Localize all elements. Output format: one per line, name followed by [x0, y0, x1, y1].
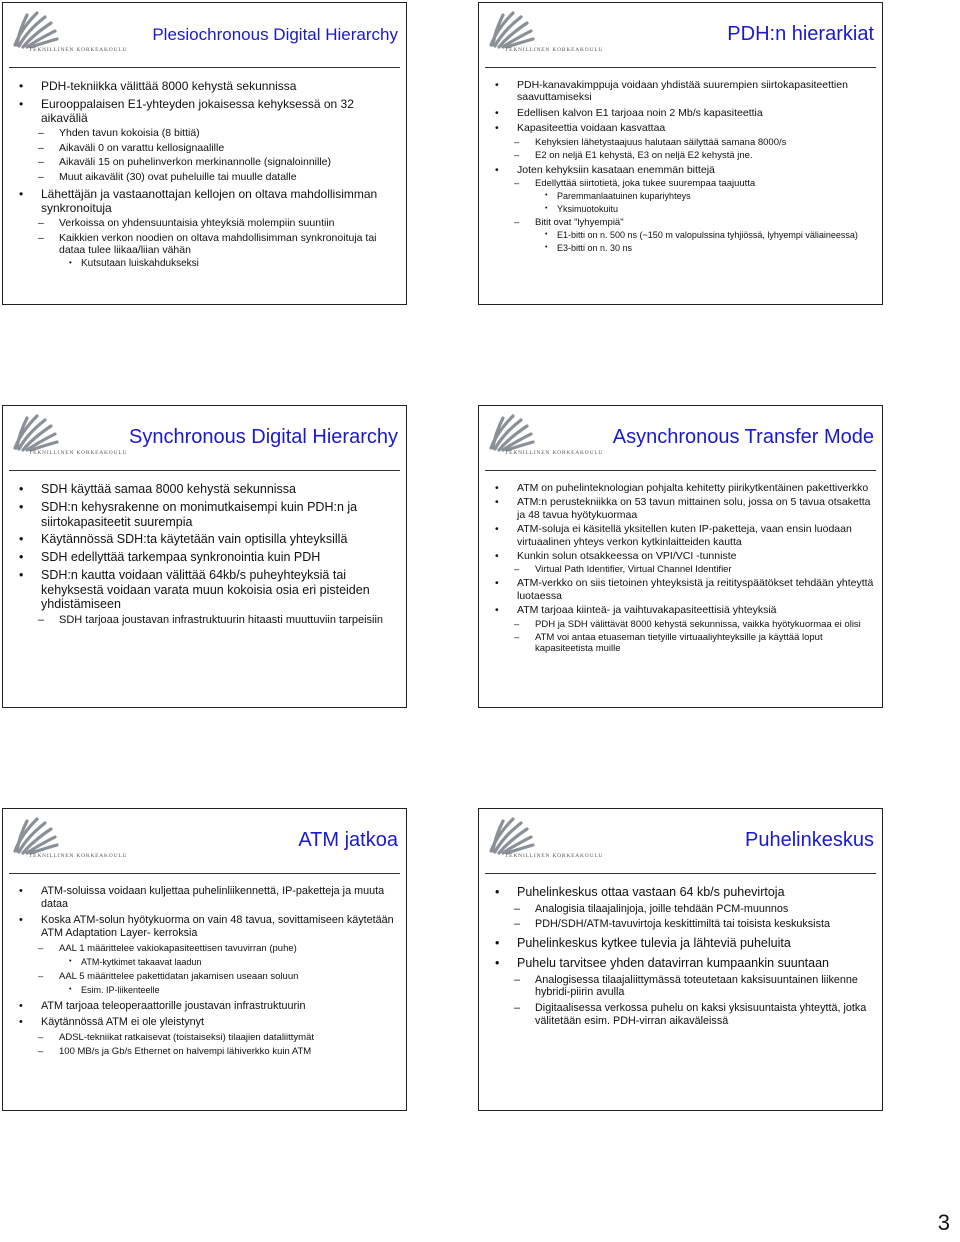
- bullet-item-level-3: [495, 243, 874, 254]
- bullet-dot-icon: •: [495, 549, 499, 562]
- bullet-dot-icon: •: [495, 122, 499, 135]
- bullet-text: Digitaalisessa verkossa puhelu on kaksi yksisuuntaista yhteyttä, jotka välitetään esim. PDH-virran aikaväleissä: [535, 1002, 867, 1027]
- bullet-dot-icon: •: [495, 523, 499, 536]
- bullet-dot-icon: •: [19, 914, 23, 927]
- bullet-item-level-3: [495, 191, 874, 202]
- bullet-dot-icon: •: [495, 885, 500, 899]
- bullet-dash-icon: –: [38, 217, 44, 230]
- bullet-small-dot-icon: •: [69, 956, 72, 966]
- bullet-dash-icon: –: [38, 1046, 44, 1058]
- header-divider: [485, 67, 876, 68]
- bullet-dot-icon: •: [495, 604, 499, 617]
- bullet-dot-icon: •: [19, 482, 24, 496]
- bullet-item-level-2: [19, 156, 398, 168]
- bullet-item-level-1: [495, 936, 874, 951]
- slide-body: [19, 482, 398, 627]
- slide-plesiochronous: [2, 2, 407, 305]
- bullet-small-dot-icon: •: [69, 983, 72, 993]
- bullet-text: AAL 5 määrittelee pakettidatan jakamisen useaan soluun: [59, 970, 299, 982]
- bullet-item-level-1: [19, 482, 398, 497]
- bullet-dash-icon: –: [514, 973, 521, 986]
- bullet-item-level-1: [19, 97, 398, 125]
- university-logo-icon: [11, 815, 131, 867]
- header-divider: [485, 873, 876, 874]
- bullet-dot-icon: •: [19, 1016, 23, 1029]
- bullet-dot-icon: •: [495, 163, 499, 176]
- bullet-dot-icon: •: [495, 577, 499, 590]
- bullet-text: ADSL-tekniikat ratkaisevat (toistaiseksi) tilaajien dataliittymät: [59, 1032, 315, 1044]
- bullet-dash-icon: –: [514, 564, 520, 576]
- logo-text: TEKNILLINEN KORKEAKOULU: [29, 450, 128, 456]
- bullet-dot-icon: •: [495, 936, 500, 951]
- slide-header: [3, 809, 406, 873]
- bullet-item-level-2: [19, 1046, 398, 1057]
- bullet-text: SDH:n kautta voidaan välittää 64kb/s puheyhteyksiä tai kehyksestä voidaan varata muun kokoisia osia eri pisteiden yhdistämiseen: [41, 567, 370, 612]
- bullet-text: SDH edellyttää tarkempaa synkronointia kuin PDH: [41, 550, 321, 564]
- slide-title: Plesiochronous Digital Hierarchy: [152, 25, 398, 44]
- bullet-text: Aikaväli 15 on puhelinverkon merkinannolle (signaloinnille): [59, 156, 331, 169]
- bullet-dot-icon: •: [19, 885, 23, 897]
- logo-text: TEKNILLINEN KORKEAKOULU: [505, 450, 604, 456]
- bullet-dot-icon: •: [495, 482, 499, 494]
- bullet-dash-icon: –: [514, 902, 521, 915]
- slide-title: PDH:n hierarkiat: [727, 23, 874, 45]
- bullet-text: Lähettäjän ja vastaanottajan kellojen on oltava mahdollisimman synkronoituja: [41, 186, 378, 216]
- bullet-text: ATM-soluja ei käsitellä yksitellen kuten IP-paketteja, vaan ensin luodaan virtuaalinen yhteys verkon kytkinlaitteiden kautta: [517, 523, 852, 548]
- bullet-item-level-2: [19, 142, 398, 154]
- slide-body: [495, 79, 874, 253]
- bullet-item-level-1: [495, 885, 874, 900]
- university-logo-icon: [487, 815, 607, 867]
- header-divider: [9, 67, 400, 68]
- bullet-dash-icon: –: [38, 970, 44, 982]
- bullet-item-level-1: [19, 532, 398, 547]
- bullet-text: PDH/SDH/ATM-tavuvirtoja keskittimiltä tai toisista keskuksista: [535, 918, 830, 931]
- slide-title: Synchronous Digital Hierarchy: [128, 426, 398, 448]
- bullet-text: Puhelu tarvitsee yhden datavirran kumpaankin suuntaan: [517, 955, 830, 970]
- bullet-item-level-2: [19, 614, 398, 627]
- bullet-text: Yhden tavun kokoisia (8 bittiä): [59, 127, 200, 140]
- bullet-item-level-2: [19, 217, 398, 229]
- bullet-small-dot-icon: •: [545, 203, 548, 213]
- bullet-text: Kaikkien verkon noodien on oltava mahdollisimman synkronoituja tai dataa tulee liikaa/liian vähän: [59, 231, 377, 257]
- bullet-item-level-1: [19, 79, 398, 93]
- bullet-text: Verkoissa on yhdensuuntaisia yhteyksiä molempiin suuntiin: [59, 217, 335, 230]
- bullet-dash-icon: –: [514, 1002, 521, 1015]
- bullet-dot-icon: •: [495, 955, 500, 970]
- bullet-text: Virtual Path Identifier, Virtual Channel Identifier: [535, 564, 732, 576]
- slide-atm: [478, 405, 883, 708]
- bullet-item-level-3: [19, 258, 398, 270]
- bullet-dash-icon: –: [38, 170, 44, 183]
- bullet-text: Esim. IP-liikenteelle: [81, 984, 160, 995]
- bullet-item-level-1: [19, 500, 398, 530]
- bullet-item-level-1: [495, 164, 874, 176]
- bullet-text: ATM-soluissa voidaan kuljettaa puhelinliikennettä, IP-paketteja ja muuta dataa: [41, 885, 385, 910]
- bullet-item-level-2: [495, 903, 874, 916]
- bullet-text: ATM on puhelinteknologian pohjalta kehitetty piirikytkentäinen pakettiverkko: [517, 482, 869, 494]
- bullet-text: SDH tarjoaa joustavan infrastruktuurin hitaasti muuttuviin tarpeisiin: [59, 614, 384, 626]
- logo-text: TEKNILLINEN KORKEAKOULU: [29, 853, 128, 859]
- bullet-item-level-1: [495, 956, 874, 971]
- bullet-text: ATM tarjoaa kiinteä- ja vaihtuvakapasiteettisiä yhteyksiä: [517, 604, 777, 617]
- bullet-text: Puhelinkeskus ottaa vastaan 64 kb/s puhevirtoja: [517, 885, 785, 899]
- bullet-item-level-2: [495, 178, 874, 189]
- university-logo-icon: [11, 9, 131, 61]
- bullet-item-level-1: [19, 568, 398, 612]
- bullet-item-level-1: [495, 107, 874, 119]
- bullet-text: ATM:n perustekniikka on 53 tavun mittainen solu, jossa on 5 tavua otsaketta ja 48 tavua hyötykuormaa: [517, 496, 871, 521]
- bullet-text: Käytännössä SDH:ta käytetään vain optisilla yhteyksillä: [41, 532, 348, 547]
- slide-title: Puhelinkeskus: [745, 829, 874, 851]
- slide-body: [495, 885, 874, 1028]
- bullet-text: PDH-tekniikka välittää 8000 kehystä sekunnissa: [41, 79, 297, 93]
- bullet-text: SDH käyttää samaa 8000 kehystä sekunnissa: [41, 482, 296, 496]
- bullet-dash-icon: –: [514, 918, 521, 931]
- bullet-dash-icon: –: [38, 614, 45, 626]
- bullet-dash-icon: –: [514, 631, 520, 643]
- bullet-item-level-1: [19, 187, 398, 215]
- bullet-dash-icon: –: [38, 942, 44, 954]
- bullet-text: Bitit ovat "lyhyempiä": [535, 216, 624, 228]
- bullet-text: PDH ja SDH välittävät 8000 kehystä sekunnissa, vaikka hyötykuormaa ei olisi: [535, 618, 861, 630]
- bullet-item-level-2: [495, 1002, 874, 1027]
- bullet-dash-icon: –: [514, 149, 520, 161]
- slide-header: [479, 809, 882, 873]
- bullet-text: Edellisen kalvon E1 tarjoaa noin 2 Mb/s kapasiteettia: [517, 106, 763, 119]
- slide-atm-jatkoa: [2, 808, 407, 1111]
- slide-body: [19, 79, 398, 270]
- bullet-text: Paremmanlaatuinen kupariyhteys: [557, 191, 691, 202]
- bullet-text: ATM-kytkimet takaavat laadun: [81, 957, 202, 968]
- university-logo-icon: [11, 412, 131, 464]
- bullet-text: Kutsutaan luiskahdukseksi: [81, 258, 199, 270]
- logo-text: TEKNILLINEN KORKEAKOULU: [29, 47, 128, 53]
- bullet-dash-icon: –: [514, 136, 520, 148]
- bullet-text: AAL 1 määrittelee vakiokapasiteettisen tavuvirran (puhe): [59, 942, 297, 954]
- slide-synchronous: [2, 405, 407, 708]
- bullet-dot-icon: •: [495, 496, 499, 509]
- header-divider: [9, 873, 400, 874]
- bullet-text: ATM-verkko on siis tietoinen yhteyksistä ja reitityspäätökset tehdään yhteyttä luotaessa: [517, 577, 874, 602]
- bullet-dash-icon: –: [38, 231, 44, 244]
- bullet-dot-icon: •: [495, 79, 499, 91]
- bullet-dot-icon: •: [19, 532, 24, 547]
- bullet-text: Analogisessa tilaajaliittymässä toteutetaan kaksisuuntainen liikenne hybridi-piirin avulla: [535, 973, 858, 999]
- bullet-text: E1-bitti on n. 500 ns (~150 m valopulssina tyhjiössä, lyhyempi väliaineessa): [557, 229, 858, 240]
- bullet-text: PDH-kanavakimppuja voidaan yhdistää suurempien siirtokapasiteettien saavuttamiseksi: [517, 79, 848, 104]
- bullet-dot-icon: •: [19, 79, 24, 93]
- bullet-dash-icon: –: [514, 618, 520, 630]
- bullet-item-level-2: [495, 564, 874, 575]
- bullet-text: Analogisia tilaajalinjoja, joille tehdään PCM-muunnos: [535, 902, 789, 915]
- bullet-item-level-3: [19, 985, 398, 996]
- bullet-dash-icon: –: [38, 156, 44, 169]
- slide-header: [479, 406, 882, 470]
- slide-header: [479, 3, 882, 67]
- bullet-small-dot-icon: •: [545, 241, 548, 251]
- bullet-item-level-1: [495, 122, 874, 134]
- bullet-item-level-1: [495, 79, 874, 104]
- bullet-dot-icon: •: [495, 106, 499, 119]
- bullet-item-level-2: [19, 943, 398, 954]
- header-divider: [485, 470, 876, 471]
- bullet-text: SDH:n kehysrakenne on monimutkaisempi kuin PDH:n ja siirtokapasiteetit suurempia: [41, 499, 358, 529]
- logo-text: TEKNILLINEN KORKEAKOULU: [505, 47, 604, 53]
- bullet-dot-icon: •: [19, 499, 24, 514]
- logo-text: TEKNILLINEN KORKEAKOULU: [505, 853, 604, 859]
- bullet-small-dot-icon: •: [69, 258, 72, 268]
- bullet-text: Yksimuotokuitu: [557, 204, 619, 215]
- bullet-text: Puhelinkeskus kytkee tulevia ja lähteviä puheluita: [517, 936, 791, 951]
- bullet-item-level-2: [495, 150, 874, 161]
- bullet-small-dot-icon: •: [545, 190, 548, 200]
- bullet-item-level-1: [495, 604, 874, 616]
- bullet-dot-icon: •: [19, 567, 24, 582]
- university-logo-icon: [487, 412, 607, 464]
- slide-body: [19, 885, 398, 1057]
- slide-title: ATM jatkoa: [298, 829, 398, 851]
- bullet-item-level-2: [495, 632, 874, 654]
- bullet-text: Edellyttää siirtotietä, joka tukee suurempaa taajuutta: [535, 178, 756, 190]
- bullet-item-level-1: [495, 577, 874, 602]
- bullet-item-level-1: [495, 482, 874, 494]
- bullet-text: Koska ATM-solun hyötykuorma on vain 48 tavua, sovittamiseen käytetään ATM Adaptation Layer- kerroksia: [41, 914, 394, 940]
- bullet-item-level-2: [19, 1032, 398, 1043]
- bullet-dot-icon: •: [19, 97, 24, 112]
- bullet-item-level-1: [19, 885, 398, 910]
- slide-header: [3, 3, 406, 67]
- bullet-item-level-1: [19, 1000, 398, 1013]
- bullet-item-level-3: [495, 230, 874, 241]
- bullet-small-dot-icon: •: [545, 228, 548, 238]
- slide-pdh-hierarkiat: [478, 2, 883, 305]
- slide-title: Asynchronous Transfer Mode: [612, 426, 874, 448]
- bullet-item-level-1: [19, 1016, 398, 1029]
- bullet-text: E2 on neljä E1 kehystä, E3 on neljä E2 kehystä jne.: [535, 149, 753, 161]
- bullet-item-level-2: [19, 127, 398, 139]
- bullet-text: Joten kehyksiin kasataan enemmän bittejä: [517, 163, 715, 176]
- bullet-item-level-2: [19, 232, 398, 257]
- bullet-text: Kunkin solun otsakkeessa on VPI/VCI -tunniste: [517, 549, 737, 562]
- bullet-text: Muut aikavälit (30) ovat puheluille tai muulle datalle: [59, 170, 297, 183]
- slide-body: [495, 482, 874, 654]
- header-divider: [9, 470, 400, 471]
- bullet-item-level-1: [495, 496, 874, 521]
- bullet-dot-icon: •: [19, 999, 23, 1012]
- bullet-text: 100 MB/s ja Gb/s Ethernet on halvempi lähiverkko kuin ATM: [59, 1046, 312, 1058]
- university-logo-icon: [487, 9, 607, 61]
- bullet-item-level-2: [19, 171, 398, 183]
- bullet-item-level-1: [19, 550, 398, 565]
- bullet-dash-icon: –: [514, 178, 520, 190]
- bullet-dash-icon: –: [38, 127, 44, 140]
- bullet-dot-icon: •: [19, 186, 24, 201]
- bullet-item-level-2: [19, 971, 398, 982]
- bullet-item-level-1: [495, 550, 874, 562]
- bullet-text: ATM voi antaa etuaseman tietyille virtuaaliyhteyksille ja käyttää loput kapasiteetista muille: [535, 631, 823, 654]
- bullet-item-level-2: [495, 137, 874, 148]
- bullet-dot-icon: •: [19, 550, 24, 564]
- bullet-dash-icon: –: [514, 216, 520, 228]
- page-number: 3: [937, 1210, 950, 1235]
- bullet-item-level-2: [495, 918, 874, 931]
- bullet-text: Aikaväli 0 on varattu kellosignaalille: [59, 141, 225, 154]
- bullet-item-level-3: [19, 957, 398, 968]
- bullet-text: Kehyksien lähetystaajuus halutaan säilyttää samana 8000/s: [535, 136, 787, 148]
- bullet-item-level-1: [19, 914, 398, 939]
- bullet-item-level-2: [495, 974, 874, 999]
- bullet-item-level-1: [495, 523, 874, 548]
- bullet-item-level-3: [495, 204, 874, 215]
- bullet-dash-icon: –: [38, 1032, 44, 1044]
- bullet-text: Eurooppalaisen E1-yhteyden jokaisessa kehyksessä on 32 aikaväliä: [41, 97, 354, 126]
- bullet-text: ATM tarjoaa teleoperaattorille joustavan infrastruktuurin: [41, 999, 306, 1012]
- bullet-text: Kapasiteettia voidaan kasvattaa: [517, 122, 666, 135]
- bullet-item-level-2: [495, 619, 874, 630]
- bullet-item-level-2: [495, 217, 874, 228]
- bullet-text: E3-bitti on n. 30 ns: [557, 242, 633, 253]
- slide-puhelinkeskus: [478, 808, 883, 1111]
- bullet-text: Käytännössä ATM ei ole yleistynyt: [41, 1016, 205, 1029]
- bullet-dash-icon: –: [38, 141, 44, 154]
- slide-header: [3, 406, 406, 470]
